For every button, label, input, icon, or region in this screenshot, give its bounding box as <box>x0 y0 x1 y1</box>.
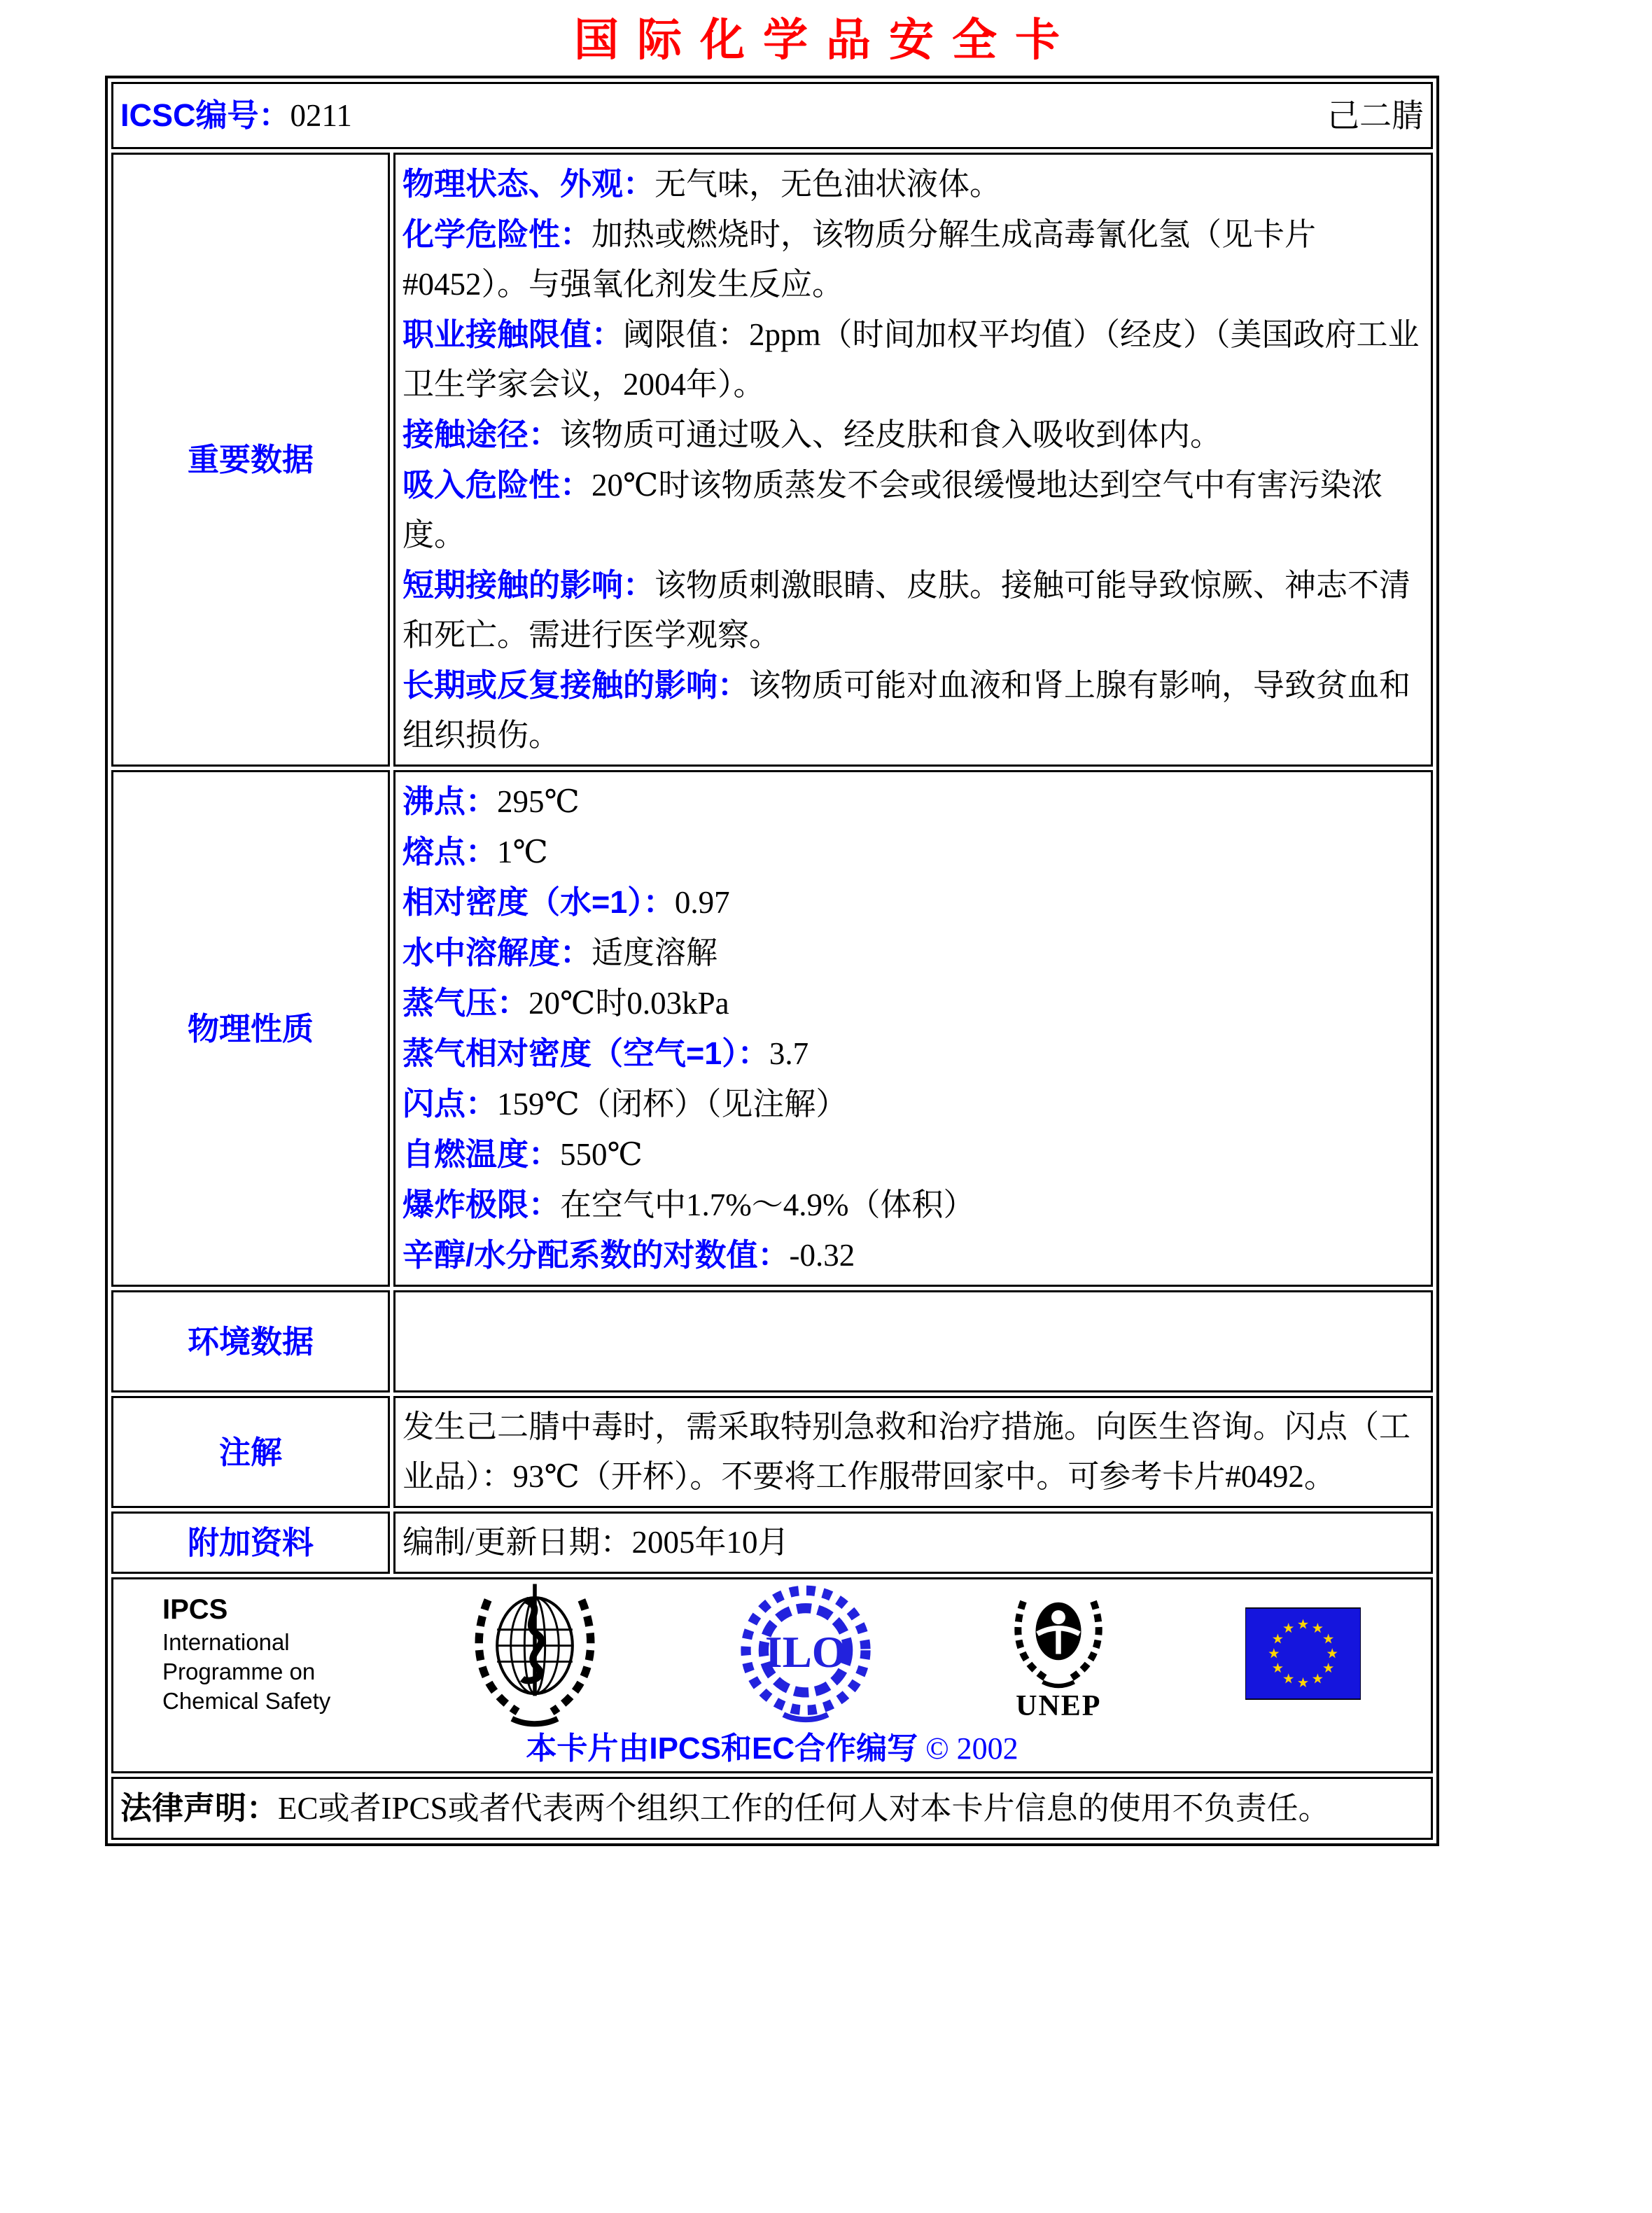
property-line <box>402 1230 1424 1280</box>
field-value: 该物质刺激眼睛、皮肤。接触可能导致惊厥、神志不清和死亡。需进行医学观察。 <box>402 568 1411 652</box>
section-label-important-data: 重要数据 <box>111 153 390 767</box>
important-data-content <box>393 153 1433 767</box>
property-line <box>402 1129 1424 1180</box>
notes-row <box>111 1396 1433 1508</box>
ipcs-text-block <box>162 1591 330 1716</box>
footer-caption-text: 本卡片由IPCS和EC合作编写 <box>526 1731 918 1766</box>
page-title: 国际化学品安全卡 <box>574 15 1078 65</box>
footer-copyright: © 2002 <box>925 1731 1018 1766</box>
property-label: 沸点： <box>402 783 498 819</box>
field-value: 加热或燃烧时，该物质分解生成高毒氰化氢（见卡片#0452）。与强氧化剂发生反应。 <box>402 217 1317 302</box>
ilo-logo-icon <box>739 1584 872 1724</box>
property-line <box>402 1079 1424 1129</box>
field-label: 化学危险性： <box>402 216 592 252</box>
unep-label: UNEP <box>1016 1690 1102 1722</box>
field-label: 短期接触的影响： <box>402 567 655 603</box>
physical-properties-content <box>393 770 1433 1287</box>
important-data-row <box>111 153 1433 767</box>
data-line <box>402 159 1424 209</box>
additional-info-row <box>111 1512 1433 1574</box>
field-label: 接触途径： <box>402 417 561 452</box>
property-value: 3.7 <box>769 1036 809 1071</box>
footer-cell <box>111 1577 1433 1773</box>
property-value: 适度溶解 <box>592 935 718 970</box>
field-label: 吸入危险性： <box>402 467 592 503</box>
property-line <box>402 1028 1424 1079</box>
property-value: 20℃时0.03kPa <box>528 986 729 1021</box>
property-value: 550℃ <box>560 1137 643 1172</box>
property-value: 1℃ <box>497 835 548 870</box>
data-line <box>402 209 1424 309</box>
property-label: 爆炸极限： <box>402 1187 561 1222</box>
property-value: 159℃（闭杯）（见注解） <box>497 1087 848 1122</box>
legal-cell <box>111 1777 1433 1840</box>
notes-text: 发生己二腈中毒时，需采取特别急救和治疗措施。向医生咨询。闪点（工业品）：93℃（开杯）。不要将工作服带回家中。可参考卡片#0492。 <box>402 1409 1411 1494</box>
chemical-name: 己二腈 <box>1327 97 1424 134</box>
field-value: 阈限值：2ppm（时间加权平均值）（经皮）（美国政府工业卫生学家会议，2004年）。 <box>402 317 1420 402</box>
property-label: 水中溶解度： <box>402 935 592 970</box>
unep-logo-icon <box>1006 1586 1111 1722</box>
data-line <box>402 460 1424 560</box>
ipcs-line: International <box>162 1629 290 1655</box>
section-label-environmental-data: 环境数据 <box>111 1290 390 1392</box>
section-label-notes: 注解 <box>111 1396 390 1508</box>
data-line <box>402 560 1424 660</box>
eu-flag-icon <box>1245 1601 1361 1706</box>
icsc-number-label: ICSC编号： <box>120 97 290 133</box>
field-value: 该物质可通过吸入、经皮肤和食入吸收到体内。 <box>560 417 1222 452</box>
svg-text:ILO: ILO <box>764 1628 846 1677</box>
data-line <box>402 309 1424 410</box>
section-label-physical-properties: 物理性质 <box>111 770 390 1287</box>
footer-caption <box>120 1731 1424 1767</box>
property-label: 自燃温度： <box>402 1136 561 1172</box>
data-line <box>402 660 1424 760</box>
legal-label: 法律声明： <box>120 1790 279 1826</box>
property-line <box>402 827 1424 877</box>
ipcs-line: Chemical Safety <box>162 1688 331 1714</box>
field-value: 无气味，无色油状液体。 <box>654 167 1002 202</box>
property-label: 辛醇/水分配系数的对数值： <box>402 1237 790 1273</box>
environmental-data-row <box>111 1290 1433 1392</box>
property-line <box>402 877 1424 928</box>
field-value: 该物质可能对血液和肾上腺有影响，导致贫血和组织损伤。 <box>402 668 1411 753</box>
property-line <box>402 978 1424 1028</box>
legal-row <box>111 1777 1433 1840</box>
ipcs-title: IPCS <box>162 1594 228 1625</box>
property-line <box>402 1180 1424 1230</box>
property-value: 在空气中1.7%～4.9%（体积） <box>560 1187 975 1222</box>
property-value: 0.97 <box>674 885 730 920</box>
property-line <box>402 928 1424 978</box>
header-cell <box>111 82 1433 149</box>
section-label-additional-info: 附加资料 <box>111 1512 390 1574</box>
data-line <box>402 410 1424 460</box>
property-line <box>402 776 1424 827</box>
physical-properties-row <box>111 770 1433 1287</box>
header-row <box>111 82 1433 149</box>
footer-logos-row <box>111 1577 1433 1773</box>
environmental-data-content <box>393 1290 1433 1392</box>
field-label: 职业接触限值： <box>402 316 624 352</box>
field-label: 长期或反复接触的影响： <box>402 667 750 703</box>
property-label: 闪点： <box>402 1086 498 1122</box>
additional-info-content: 编制/更新日期：2005年10月 <box>393 1512 1433 1574</box>
property-label: 蒸气压： <box>402 985 529 1021</box>
ipcs-line: Programme on <box>162 1659 316 1684</box>
field-label: 物理状态、外观： <box>402 166 655 202</box>
legal-text: EC或者IPCS或者代表两个组织工作的任何人对本卡片信息的使用不负责任。 <box>278 1791 1330 1826</box>
property-value: -0.32 <box>789 1238 855 1273</box>
icsc-card-table <box>105 76 1439 1846</box>
property-label: 熔点： <box>402 834 498 870</box>
icsc-number-group <box>120 90 352 141</box>
field-value: 20℃时该物质蒸发不会或很缓慢地达到空气中有害污染浓度。 <box>402 468 1383 552</box>
who-logo-icon <box>465 1579 605 1728</box>
property-label: 相对密度（水=1）： <box>402 884 675 920</box>
notes-content <box>393 1396 1433 1508</box>
property-value: 295℃ <box>497 784 580 819</box>
icsc-number-value: 0211 <box>290 98 352 133</box>
property-label: 蒸气相对密度（空气=1）： <box>402 1035 769 1071</box>
